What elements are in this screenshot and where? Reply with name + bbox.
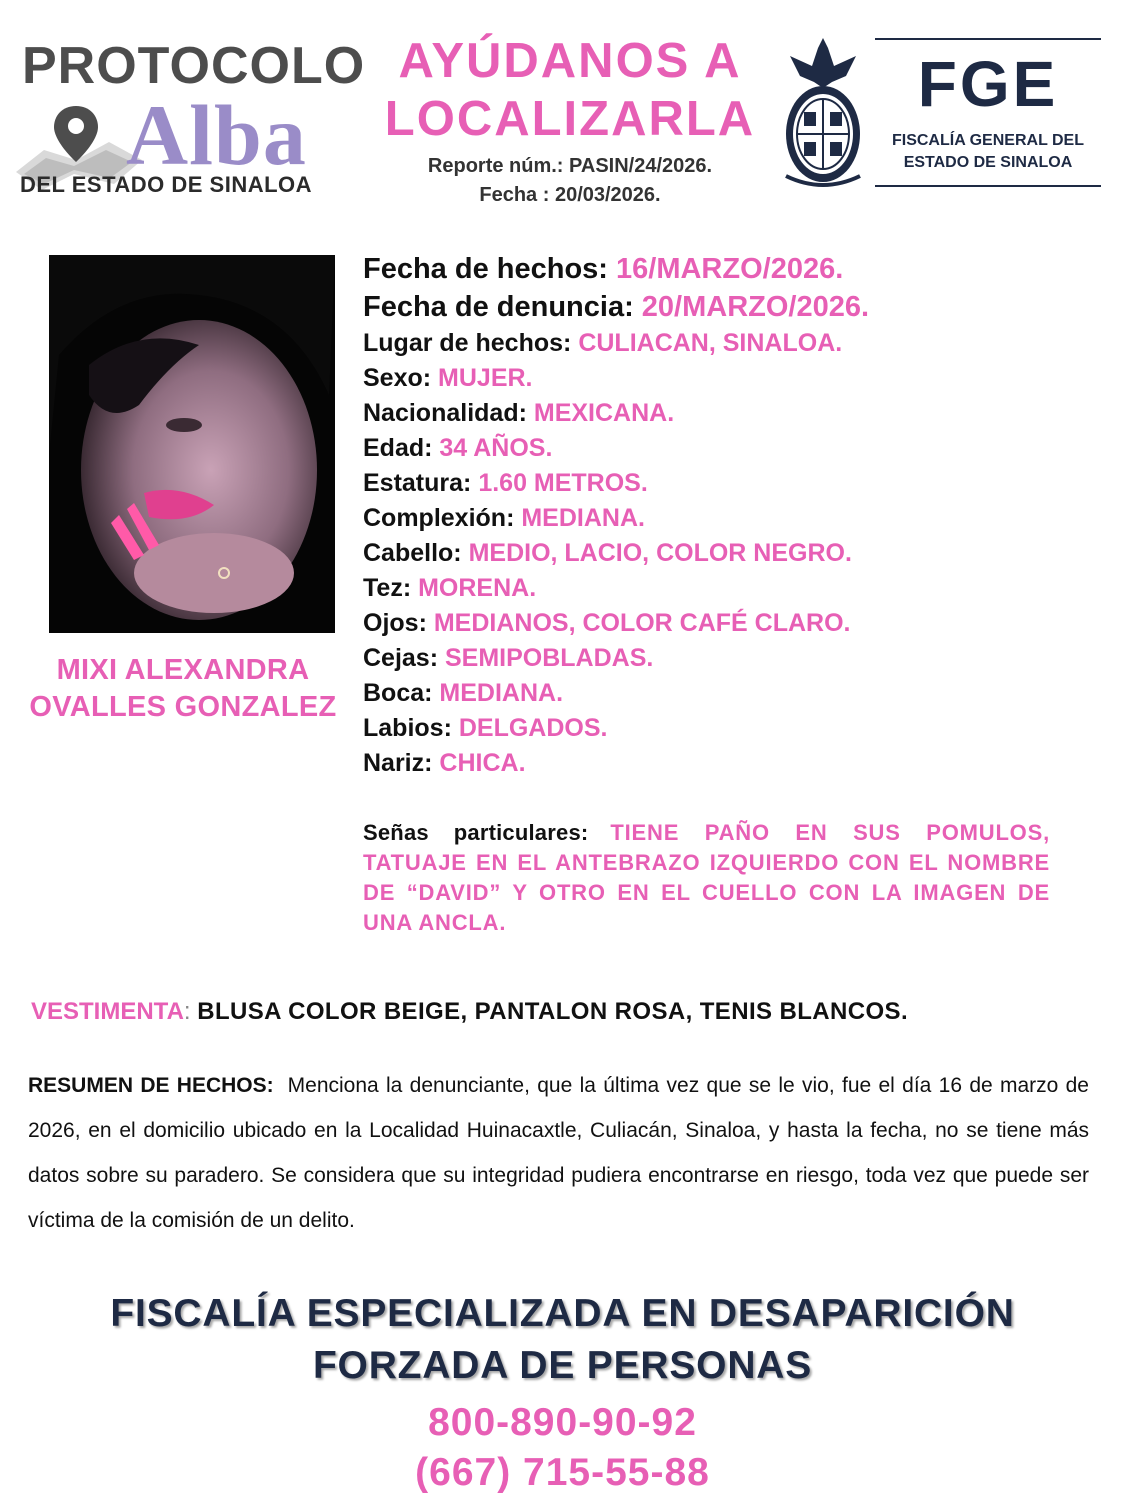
fact-label: Fecha de hechos:	[363, 253, 617, 285]
fact-row	[363, 431, 1103, 466]
fge-rule-top	[875, 38, 1101, 40]
fact-row	[363, 501, 1103, 536]
resumen-hechos	[28, 1063, 1089, 1243]
person-photo-image	[49, 255, 335, 633]
fact-label: Sexo:	[363, 364, 439, 392]
fact-label: Cejas:	[363, 644, 445, 672]
fact-value: MEDIANA.	[521, 504, 645, 532]
fact-value: 20/MARZO/2026.	[641, 291, 870, 323]
fact-label: Labios:	[363, 714, 459, 742]
fge-logo	[873, 38, 1103, 188]
person-name	[14, 652, 352, 726]
fact-row	[363, 711, 1103, 746]
logo-alba-text: Alba	[126, 87, 307, 183]
phone-tollfree[interactable]: 800-890-90-92	[428, 1401, 697, 1444]
person-name-line-2: OVALLES GONZALEZ	[29, 691, 337, 723]
person-name-line-1: MIXI ALEXANDRA	[56, 654, 310, 686]
fact-label: Lugar de hechos:	[363, 329, 579, 357]
fact-label: Cabello:	[363, 539, 469, 567]
footer-agency-line-2: FORZADA DE PERSONAS	[312, 1344, 813, 1387]
fact-label: Nariz:	[363, 749, 440, 777]
fact-value: CULIACAN, SINALOA.	[578, 329, 843, 357]
facts-list	[363, 250, 1103, 781]
fge-name-line-2: ESTADO DE SINALOA	[903, 154, 1073, 171]
vestimenta-label: VESTIMENTA	[31, 998, 184, 1025]
phone-local[interactable]: (667) 715-55-88	[415, 1451, 710, 1494]
logo-protocolo-text: PROTOCOLO	[22, 37, 366, 95]
fact-value: DELGADOS.	[458, 714, 608, 742]
footer-agency-line-1: FISCALÍA ESPECIALIZADA EN DESAPARICIÓN	[110, 1292, 1015, 1335]
senas-particulares	[363, 818, 1050, 938]
fact-row	[363, 288, 1103, 326]
fact-value: 16/MARZO/2026.	[616, 253, 844, 285]
fact-value: SEMIPOBLADAS.	[444, 644, 654, 672]
headline-block	[370, 32, 770, 210]
fact-row	[363, 536, 1103, 571]
fact-row	[363, 746, 1103, 781]
fact-row	[363, 676, 1103, 711]
fact-row	[363, 606, 1103, 641]
senas-label: Señas particulares:	[363, 820, 589, 845]
vestimenta-colon: :	[183, 998, 198, 1025]
protocolo-alba-logo	[14, 30, 366, 200]
fact-label: Boca:	[363, 679, 440, 707]
fact-row	[363, 466, 1103, 501]
fact-row	[363, 396, 1103, 431]
fact-value: MEXICANA.	[533, 399, 675, 427]
fact-label: Edad:	[363, 434, 440, 462]
fact-row	[363, 641, 1103, 676]
fact-label: Tez:	[363, 574, 419, 602]
fact-label: Fecha de denuncia:	[363, 291, 642, 323]
fact-row	[363, 250, 1103, 288]
report-date: Fecha : 20/03/2026.	[479, 184, 661, 206]
fact-label: Estatura:	[363, 469, 479, 497]
senas-value: TIENE PAÑO EN SUS POMULOS, TATUAJE EN EL ANTEBRAZO IZQUIERDO CON EL NOMBRE DE “DAVID” Y OTRO EN EL CUELLO CON LA IMAGEN DE UNA ANCLA.	[363, 820, 1050, 935]
fact-label: Complexión:	[363, 504, 522, 532]
fact-value: MEDIO, LACIO, COLOR NEGRO.	[468, 539, 852, 567]
logo-estado-text: DEL ESTADO DE SINALOA	[20, 172, 313, 197]
fge-name	[873, 130, 1103, 174]
fact-row	[363, 326, 1103, 361]
vestimenta-value: BLUSA COLOR BEIGE, PANTALON ROSA, TENIS BLANCOS.	[197, 998, 909, 1025]
fact-value: MUJER.	[438, 364, 533, 392]
fact-value: 1.60 METROS.	[478, 469, 648, 497]
report-number: Reporte núm.: PASIN/24/2026.	[427, 155, 713, 177]
fge-name-line-1: FISCALÍA GENERAL DEL	[891, 132, 1084, 149]
headline-line-1: AYÚDANOS A	[398, 34, 742, 88]
vestimenta	[31, 998, 1111, 1026]
fact-row	[363, 571, 1103, 606]
fge-acronym: FGE	[917, 48, 1059, 120]
resumen-label: RESUMEN DE HECHOS:	[28, 1074, 274, 1097]
person-photo	[49, 255, 335, 633]
fact-value: 34 AÑOS.	[439, 434, 553, 462]
fact-value: CHICA.	[439, 749, 526, 777]
resumen-text: Menciona la denunciante, que la última vez que se le vio, fue el día 16 de marzo de 2026, en el domicilio ubicado en la Localidad Huinacaxtle, Culiacán, Sinaloa, y hasta la fecha, no se tiene más datos sobre su paradero. Se considera que su integridad pudiera encontrarse en riesgo, toda vez que puede ser víctima de la comisión de un delito.	[28, 1074, 1089, 1232]
fact-value: MEDIANA.	[439, 679, 564, 707]
fact-value: MORENA.	[418, 574, 537, 602]
fact-row	[363, 361, 1103, 396]
fact-label: Nacionalidad:	[363, 399, 534, 427]
headline-line-2: LOCALIZARLA	[384, 92, 756, 146]
sinaloa-seal-icon	[782, 36, 864, 188]
footer	[0, 1288, 1125, 1498]
fge-rule-bottom	[875, 185, 1101, 187]
fact-label: Ojos:	[363, 609, 434, 637]
fact-value: MEDIANOS, COLOR CAFÉ CLARO.	[433, 609, 851, 637]
